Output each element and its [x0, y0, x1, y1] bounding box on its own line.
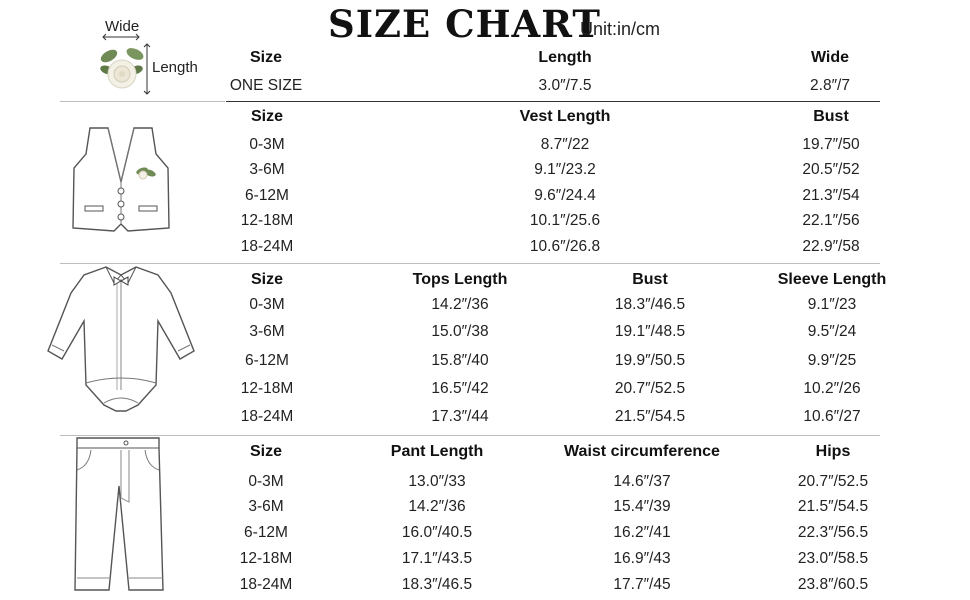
- measurement-cell: 18.3″/46.5: [614, 296, 686, 313]
- size-cell: 12-18M: [240, 380, 294, 397]
- size-cell: 0-3M: [249, 136, 285, 153]
- measurement-cell: 14.2″/36: [408, 498, 466, 515]
- flower-icon: [95, 34, 155, 96]
- section-divider: [60, 435, 880, 436]
- measurement-cell: 20.7″/52.5: [797, 473, 869, 490]
- measurement-cell: 9.6″/24.4: [534, 187, 596, 204]
- measurement-cell: 15.4″/39: [613, 498, 671, 515]
- size-cell: 12-18M: [239, 550, 293, 567]
- column-header: Size: [250, 271, 284, 288]
- size-cell: ONE SIZE: [229, 77, 303, 94]
- size-cell: 18-24M: [240, 238, 294, 255]
- measurement-cell: 8.7″/22: [540, 136, 590, 153]
- measurement-cell: 17.7″/45: [613, 576, 671, 593]
- column-header: Size: [250, 108, 284, 125]
- bodysuit-icon: [46, 265, 196, 413]
- size-cell: 3-6M: [249, 323, 285, 340]
- column-header: Pant Length: [390, 443, 484, 460]
- pants-icon: [71, 436, 165, 594]
- measurement-cell: 20.7″/52.5: [614, 380, 686, 397]
- measurement-cell: 14.2″/36: [431, 296, 489, 313]
- column-header: Length: [538, 49, 592, 66]
- measurement-cell: 23.0″/58.5: [797, 550, 869, 567]
- measurement-cell: 16.9″/43: [613, 550, 671, 567]
- measurement-cell: 15.8″/40: [431, 352, 489, 369]
- measurement-cell: 19.9″/50.5: [614, 352, 686, 369]
- measurement-cell: 17.1″/43.5: [401, 550, 473, 567]
- column-header: Bust: [813, 108, 849, 125]
- measurement-cell: 2.8″/7: [810, 77, 850, 94]
- measurement-cell: 16.5″/42: [431, 380, 489, 397]
- column-header: Hips: [815, 443, 851, 460]
- measurement-cell: 22.1″/56: [802, 212, 860, 229]
- size-cell: 6-12M: [245, 352, 289, 369]
- measurement-cell: 13.0″/33: [408, 473, 466, 490]
- measurement-cell: 22.3″/56.5: [797, 524, 869, 541]
- flower-wide-label: Wide: [105, 18, 140, 35]
- size-cell: 18-24M: [239, 576, 293, 593]
- unit-label: Unit:in/cm: [580, 19, 661, 39]
- measurement-cell: 23.8″/60.5: [797, 576, 869, 593]
- column-header: Tops Length: [412, 271, 508, 288]
- vest-icon: [70, 124, 172, 234]
- measurement-cell: 17.3″/44: [431, 408, 489, 425]
- column-header: Size: [249, 49, 283, 66]
- measurement-cell: 21.3″/54: [802, 187, 860, 204]
- column-header: Size: [249, 443, 283, 460]
- size-cell: 6-12M: [244, 524, 288, 541]
- size-cell: 0-3M: [248, 473, 284, 490]
- measurement-cell: 19.7″/50: [802, 136, 860, 153]
- measurement-cell: 21.5″/54.5: [797, 498, 869, 515]
- measurement-cell: 3.0″/7.5: [538, 77, 592, 94]
- section-divider: [226, 101, 880, 102]
- measurement-cell: 22.9″/58: [802, 238, 860, 255]
- measurement-cell: 9.1″/23.2: [534, 161, 596, 178]
- measurement-cell: 18.3″/46.5: [401, 576, 473, 593]
- measurement-cell: 19.1″/48.5: [614, 323, 686, 340]
- measurement-cell: 10.1″/25.6: [529, 212, 601, 229]
- size-cell: 12-18M: [240, 212, 294, 229]
- size-cell: 0-3M: [249, 296, 285, 313]
- measurement-cell: 16.0″/40.5: [401, 524, 473, 541]
- measurement-cell: 10.6″/27: [803, 408, 861, 425]
- column-header: Vest Length: [519, 108, 611, 125]
- measurement-cell: 10.6″/26.8: [529, 238, 601, 255]
- flower-length-label: Length: [152, 59, 198, 76]
- size-cell: 3-6M: [248, 498, 284, 515]
- column-header: Bust: [632, 271, 668, 288]
- size-cell: 3-6M: [249, 161, 285, 178]
- measurement-cell: 9.1″/23: [807, 296, 857, 313]
- measurement-cell: 10.2″/26: [803, 380, 861, 397]
- measurement-cell: 9.5″/24: [807, 323, 857, 340]
- size-cell: 18-24M: [240, 408, 294, 425]
- size-cell: 6-12M: [245, 187, 289, 204]
- page-title: SIZE CHART: [328, 2, 601, 46]
- column-header: Wide: [810, 49, 850, 66]
- measurement-cell: 20.5″/52: [802, 161, 860, 178]
- section-divider: [60, 263, 880, 264]
- column-header: Waist circumference: [564, 443, 720, 460]
- section-divider: [60, 101, 225, 102]
- measurement-cell: 16.2″/41: [613, 524, 671, 541]
- measurement-cell: 14.6″/37: [613, 473, 671, 490]
- measurement-cell: 9.9″/25: [807, 352, 857, 369]
- column-header: Sleeve Length: [777, 271, 887, 288]
- measurement-cell: 21.5″/54.5: [614, 408, 686, 425]
- measurement-cell: 15.0″/38: [431, 323, 489, 340]
